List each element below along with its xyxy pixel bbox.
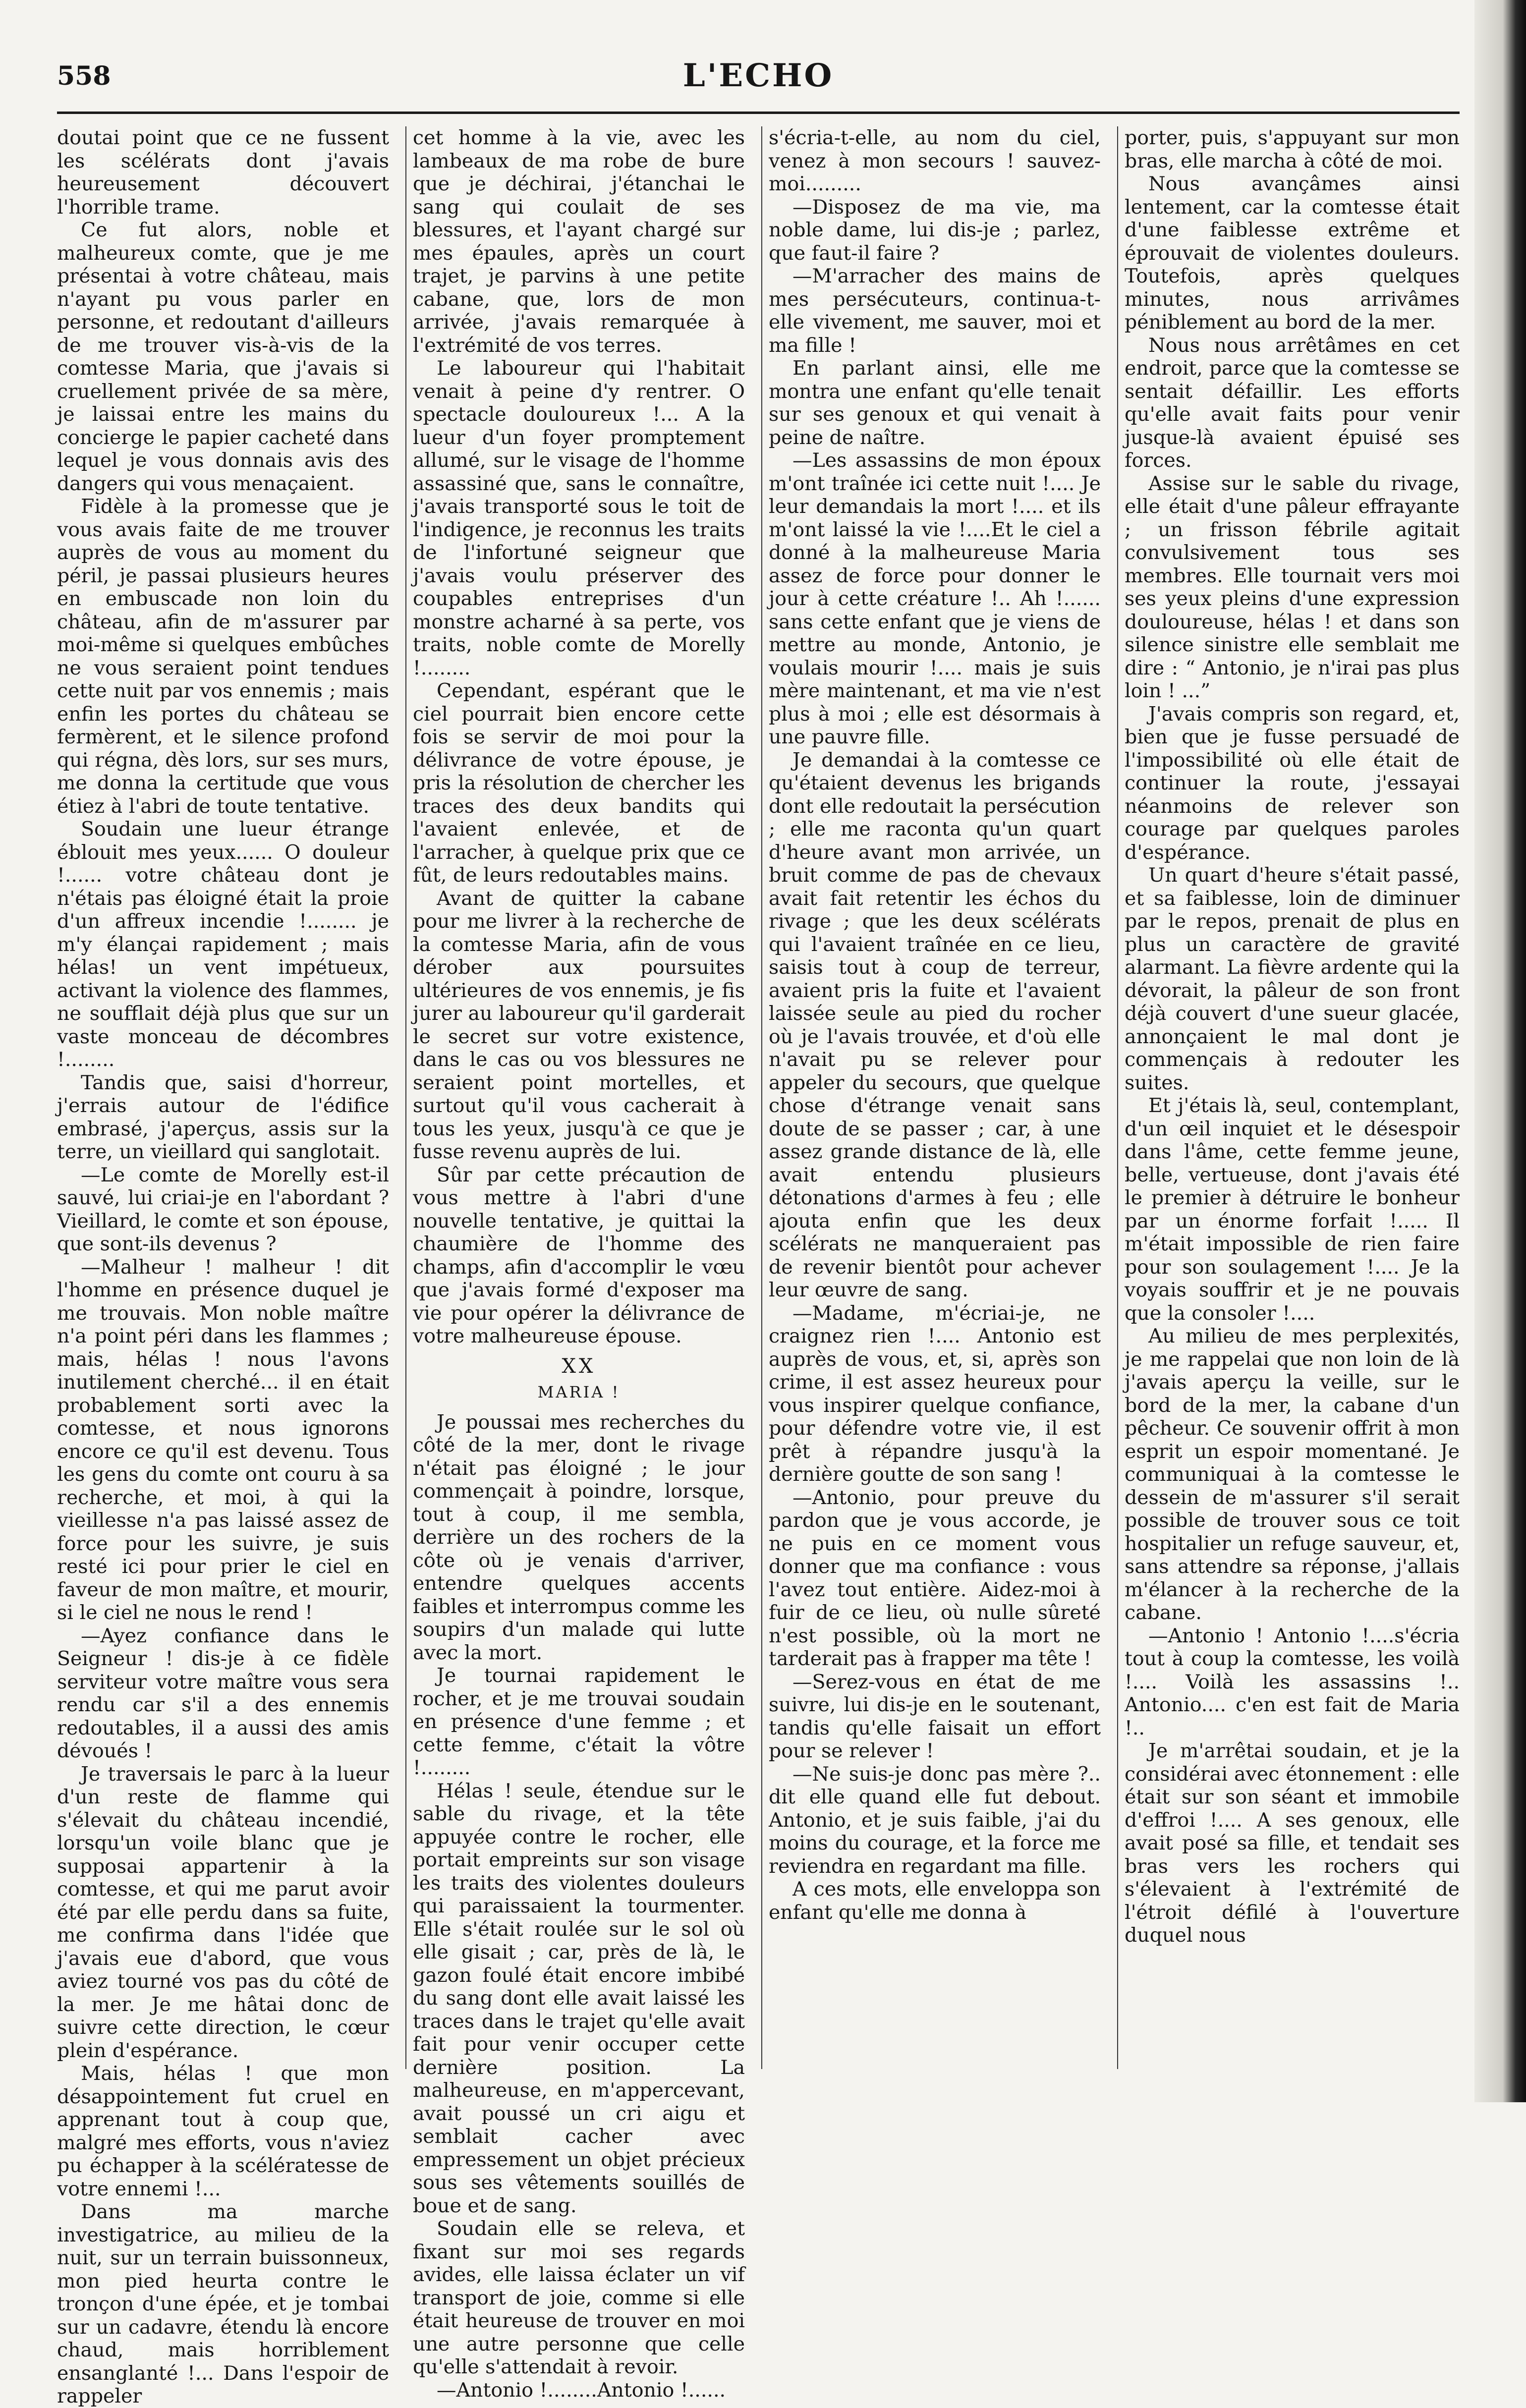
paragraph: —Malheur ! malheur ! dit l'homme en présence duquel je me trouvais. Mon noble maître n'a point péri dans les flammes ; mais, hélas ! nous l'avons inutilement cherché... il en était probablement sorti avec la comtesse, et nous ignorons encore ce qu'il est devenu. Tous les gens du comte ont couru à sa recherche, et moi, à qui la vieillesse n'a pas laissé assez de force pour les suivre, je suis resté ici pour prier le ciel en faveur de mon maître, et mourir, si le ciel ne nous le rend !: [57, 1255, 389, 1624]
page-number: 558: [57, 61, 111, 91]
paragraph: s'écria-t-elle, au nom du ciel, venez à mon secours ! sauvez-moi.........: [769, 126, 1101, 195]
paragraph: Sûr par cette précaution de vous mettre à l'abri d'une nouvelle tentative, je quittai la chaumière de l'homme des champs, afin d'accomplir le vœu que j'avais formé d'exposer ma vie pour opérer la délivrance de votre malheureuse épouse.: [413, 1163, 745, 1347]
paragraph: Assise sur le sable du rivage, elle était d'une pâleur effrayante ; un frisson fébrile agitait convulsivement tous ses membres. Elle tournait vers moi ses yeux pleins d'une expression douloureuse, hélas ! et dans son silence sinistre elle semblait me dire : “ Antonio, je n'irai pas plus loin ! ...”: [1125, 472, 1460, 702]
paragraph: cet homme à la vie, avec les lambeaux de ma robe de bure que je déchirai, j'étanchai le sang qui coulait de ses blessures, et l'ayant chargé sur mes épaules, après un court trajet, je parvins à une petite cabane, que, lors de mon arrivée, j'avais remarquée à l'extrémité de vos terres.: [413, 126, 745, 357]
column-separator: [761, 126, 762, 2069]
paragraph: Cependant, espérant que le ciel pourrait bien encore cette fois se servir de moi pour la délivrance de votre épouse, je pris la résolution de chercher les traces des deux bandits qui l'avaient enlevée, et de l'arracher, à quelque prix que ce fût, de leurs redoutables mains.: [413, 679, 745, 887]
paragraph: Mais, hélas ! que mon désappointement fut cruel en apprenant tout à coup que, malgré mes efforts, vous n'aviez pu échapper à la scélératesse de votre ennemi !...: [57, 2062, 389, 2200]
paragraph: J'avais compris son regard, et, bien que je fusse persuadé de l'impossibilité où elle était de continuer la route, j'essayai néanmoins de relever son courage par quelques paroles d'espérance.: [1125, 702, 1460, 864]
paragraph: —Ne suis-je donc pas mère ?.. dit elle quand elle fut debout. Antonio, et je suis faible, j'ai du moins du courage, et la force me reviendra en regardant ma fille.: [769, 1762, 1101, 1878]
paragraph: Je poussai mes recherches du côté de la mer, dont le rivage n'était pas éloigné ; le jour commençait à poindre, lorsque, tout à coup, il me sembla, derrière un des rochers de la côte où je venais d'arriver, entendre quelques accents faibles et interrompus comme les soupirs d'un malade qui lutte avec la mort.: [413, 1410, 745, 1664]
text-column-2: [413, 126, 745, 2402]
column-separator: [405, 126, 406, 2069]
paragraph: En parlant ainsi, elle me montra une enfant qu'elle tenait sur ses genoux et qui venait à peine de naître.: [769, 357, 1101, 449]
paragraph: Et j'étais là, seul, contemplant, d'un œil inquiet et le désespoir dans l'âme, cette femme jeune, belle, vertueuse, dont j'avais été le premier à détruire le bonheur par un énorme forfait !..... Il m'était impossible de rien faire pour son soulagement !.... Je la voyais souffrir et je ne pouvais que la consoler !....: [1125, 1094, 1460, 1325]
paragraph: —Madame, m'écriai-je, ne craignez rien !.... Antonio est auprès de vous, et, si, après son crime, il est assez heureux pour vous inspirer quelque confiance, pour défendre votre vie, il est prêt à répandre jusqu'à la dernière goutte de son sang !: [769, 1301, 1101, 1486]
paragraph: —Antonio !........Antonio !......: [437, 2378, 726, 2402]
paragraph: —Les assassins de mon époux m'ont traînée ici cette nuit !.... Je leur demandais la mort !.... et ils m'ont laissé la vie !....Et le ciel a donné à la malheureuse Maria assez de force pour donner le jour à cette créature !.. Ah !...... sans cette enfant que je viens de mettre au monde, Antonio, je voulais mourir !.... mais je suis mère maintenant, et ma vie n'est plus à moi ; elle est désormais à une pauvre fille.: [769, 449, 1101, 748]
text-column-4: [1125, 126, 1460, 2069]
paragraph: Un quart d'heure s'était passé, et sa faiblesse, loin de diminuer par le repos, prenait de plus en plus un caractère de gravité alarmant. La fièvre ardente qui la dévorait, la pâleur de son front déjà couvert d'une sueur glacée, annonçaient le mal dont je commençais à redouter les suites.: [1125, 864, 1460, 1094]
paragraph: —M'arracher des mains de mes persécuteurs, continua-t-elle vivement, me sauver, moi et ma fille !: [769, 265, 1101, 357]
paragraph: porter, puis, s'appuyant sur mon bras, elle marcha à côté de moi.: [1125, 126, 1460, 172]
paragraph: —Ayez confiance dans le Seigneur ! dis-je à ce fidèle serviteur votre maître vous sera rendu car s'il a des ennemis redoutables, il a aussi des amis dévoués !: [57, 1624, 389, 1762]
text-column-1: [57, 126, 389, 2408]
paragraph: Nous avançâmes ainsi lentement, car la comtesse était d'une faiblesse extrême et éprouvait de violentes douleurs. Toutefois, après quelques minutes, nous arrivâmes péniblement au bord de la mer.: [1125, 172, 1460, 334]
paragraph: Soudain une lueur étrange éblouit mes yeux...... O douleur !...... votre château dont je n'étais pas éloigné était la proie d'un affreux incendie !........ je m'y élançai rapidement ; mais hélas! un vent impétueux, activant la violence des flammes, ne soufflait déjà plus que sur un vaste monceau de décombres !........: [57, 818, 389, 1071]
paragraph: Je demandai à la comtesse ce qu'étaient devenus les brigands dont elle redoutait la persécution ; elle me raconta qu'un quart d'heure avant mon arrivée, un bruit comme de pas de chevaux avait fait retentir les échos du rivage ; que les deux scélérats qui l'avaient traînée en ce lieu, saisis tout à coup de terreur, avaient pris la fuite et l'avaient laissée seule au pied du rocher où je l'avais trouvée, et d'où elle n'avait pu se relever pour appeler du secours, que quelque chose d'étrange venait sans doute de se passer ; car, à une assez grande distance de là, elle avait entendu plusieurs détonations d'armes à feu ; elle ajouta enfin que les deux scélérats ne manqueraient pas de revenir bientôt pour achever leur œuvre de sang.: [769, 748, 1101, 1301]
paragraph: —Le comte de Morelly est-il sauvé, lui criai-je en l'abordant ? Vieillard, le comte et son épouse, que sont-ils devenus ?: [57, 1163, 389, 1255]
paragraph: Hélas ! seule, étendue sur le sable du rivage, et la tête appuyée contre le rocher, elle portait empreints sur son visage les traits des violentes douleurs qui paraissaient la tourmenter. Elle s'était roulée sur le sol où elle gisait ; car, près de là, le gazon foulé était encore imbibé du sang dont elle avait laissé les traces dans le trajet qu'elle avait fait pour venir occuper cette dernière position. La malheureuse, en m'appercevant, avait poussé un cri aigu et semblait cacher avec empressement un objet précieux sous ses vêtements souillés de boue et de sang.: [413, 1779, 745, 2217]
section-title: MARIA !: [537, 1383, 621, 1401]
text-column-3: [769, 126, 1101, 2069]
paragraph: Je m'arrêtai soudain, et je la considérai avec étonnement : elle était sur son séant et immobile d'effroi !.... A ses genoux, elle avait posé sa fille, et tendait ses bras vers les rochers qui s'élevaient à l'extrémité de l'étroit défilé à l'ouverture duquel nous: [1125, 1739, 1460, 1947]
paragraph: doutai point que ce ne fussent les scélérats dont j'avais heureusement découvert l'horrible trame.: [57, 126, 389, 219]
journal-title: L'ECHO: [682, 57, 834, 94]
paragraph: —Antonio, pour preuve du pardon que je vous accorde, je ne puis en ce moment vous donner que ma confiance : vous l'avez tout entière. Aidez-moi à fuir de ce lieu, où nulle sûreté n'est possible, où la mort ne tarderait pas à frapper ma tête !: [769, 1486, 1101, 1670]
paragraph: Tandis que, saisi d'horreur, j'errais autour de l'édifice embrasé, j'aperçus, assis sur la terre, un vieillard qui sanglotait.: [57, 1071, 389, 1163]
paragraph: Ce fut alors, noble et malheureux comte, que je me présentai à votre château, mais n'ayant pu vous parler en personne, et redoutant d'ailleurs de me trouver vis-à-vis de la comtesse Maria, que j'avais si cruellement privée de sa mère, je laissai entre les mains du concierge le papier cacheté dans lequel je vous donnais avis des dangers qui vous menaçaient.: [57, 219, 389, 495]
paragraph: A ces mots, elle enveloppa son enfant qu'elle me donna à: [769, 1878, 1101, 1924]
paragraph: Fidèle à la promesse que je vous avais faite de me trouver auprès de vous au moment du péril, je passai plusieurs heures en embuscade non loin du château, afin de m'assurer par moi-même si quelques embûches ne vous seraient point tendues cette nuit par vos ennemis ; mais enfin les portes du château se fermèrent, et le silence profond qui régna, dès lors, sur ses murs, me donna la certitude que vous étiez à l'abri de toute tentative.: [57, 495, 389, 818]
page-header: [57, 37, 1460, 107]
paragraph: Au milieu de mes perplexités, je me rappelai que non loin de là j'avais aperçu la veille, sur le bord de la mer, la cabane d'un pêcheur. Ce souvenir offrit à mon esprit un espoir momentané. Je communiquai à la comtesse le dessein de m'assurer s'il serait possible de trouver sous ce toit hospitalier un refuge sauveur, et, sans attendre sa réponse, j'allais m'élancer à la recherche de la cabane.: [1125, 1325, 1460, 1624]
paragraph: —Antonio ! Antonio !....s'écria tout à coup la comtesse, les voilà !.... Voilà les assassins !.. Antonio.... c'en est fait de Maria !..: [1125, 1624, 1460, 1739]
scanned-page-edge: [1474, 0, 1526, 2102]
paragraph: Le laboureur qui l'habitait venait à peine d'y rentrer. O spectacle douloureux !... A la lueur d'un foyer promptement allumé, sur le visage de l'homme assassiné que, sans le connaître, j'avais transporté sous le toit de l'indigence, je reconnus les traits de l'infortuné seigneur que j'avais voulu préserver des coupables entreprises d'un monstre acharné à sa perte, vos traits, noble comte de Morelly !........: [413, 357, 745, 679]
paragraph: Dans ma marche investigatrice, au milieu de la nuit, sur un terrain buissonneux, mon pied heurta contre le tronçon d'une épée, et je tombai sur un cadavre, étendu là encore chaud, mais horriblement ensanglanté !... Dans l'espoir de rappeler: [57, 2200, 389, 2408]
paragraph: Je traversais le parc à la lueur d'un reste de flamme qui s'élevait du château incendié, lorsqu'un voile blanc que je supposai appartenir à la comtesse, et qui me parut avoir été par elle perdu dans sa fuite, me confirma dans l'idée que j'avais eue d'abord, que vous aviez tourné vos pas du côté de la mer. Je me hâtai donc de suivre cette direction, le cœur plein d'espérance.: [57, 1762, 389, 2062]
paragraph: —Disposez de ma vie, ma noble dame, lui dis-je ; parlez, que faut-il faire ?: [769, 195, 1101, 265]
header-rule: [57, 112, 1460, 114]
column-separator: [1117, 126, 1118, 2069]
paragraph: —Serez-vous en état de me suivre, lui dis-je en le soutenant, tandis qu'elle faisait un effort pour se relever !: [769, 1670, 1101, 1762]
paragraph: Nous nous arrêtâmes en cet endroit, parce que la comtesse se sentait défaillir. Les efforts qu'elle avait faits pour venir jusque-là avaient épuisé ses forces.: [1125, 334, 1460, 472]
paragraph: Soudain elle se releva, et fixant sur moi ses regards avides, elle laissa éclater un vif transport de joie, comme si elle était heureuse de trouver en moi une autre personne que celle qu'elle s'attendait à revoir.: [413, 2217, 745, 2378]
paragraph: Avant de quitter la cabane pour me livrer à la recherche de la comtesse Maria, afin de vous dérober aux poursuites ultérieures de vos ennemis, je fis jurer au laboureur qu'il garderait le secret sur votre existence, dans le cas ou vos blessures ne seraient point mortelles, et surtout qu'il vous cacherait à tous les yeux, jusqu'à ce que je fusse revenu auprès de lui.: [413, 887, 745, 1163]
section-number: XX: [562, 1354, 596, 1378]
paragraph: Je tournai rapidement le rocher, et je me trouvai soudain en présence d'une femme ; et cette femme, c'était la vôtre !........: [413, 1664, 745, 1779]
